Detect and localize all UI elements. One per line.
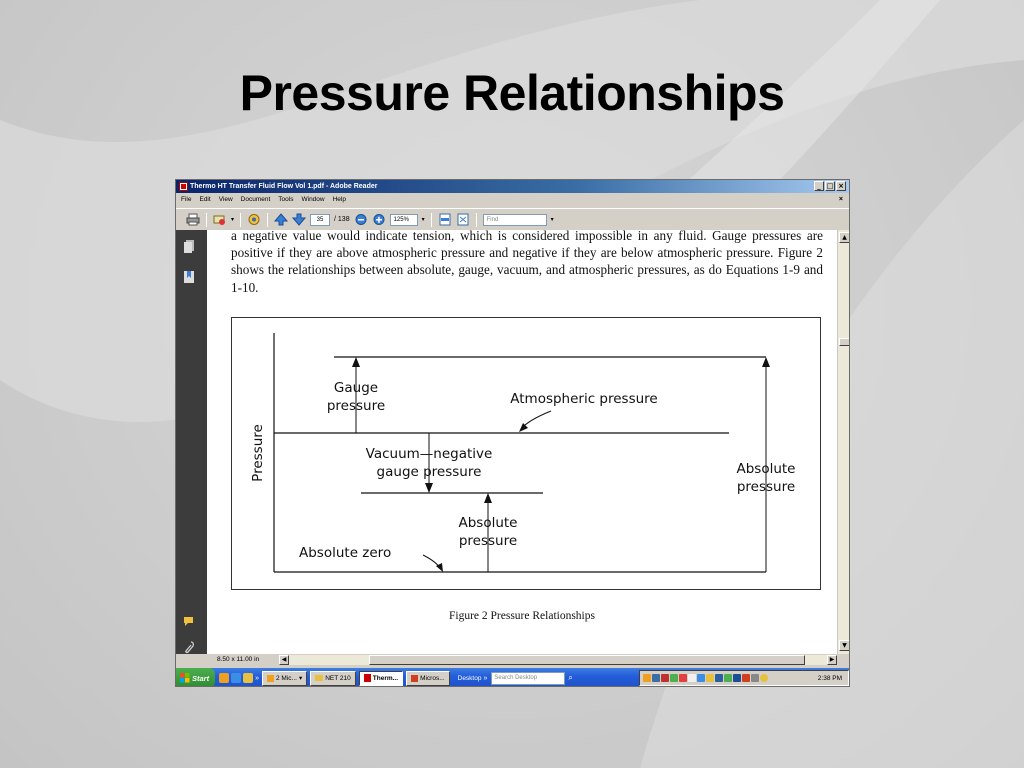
adobe-reader-window — [175, 179, 850, 687]
outlook-icon[interactable] — [219, 673, 229, 683]
window-titlebar[interactable] — [176, 180, 849, 193]
tray-icon[interactable] — [643, 674, 651, 682]
toolbar-separator — [431, 213, 432, 227]
fit-page-icon[interactable] — [456, 213, 470, 226]
find-input[interactable]: Find — [483, 214, 547, 226]
tray-icon[interactable] — [688, 674, 696, 682]
absolute-mid-label-line1: Absolute — [458, 515, 518, 531]
tray-icon[interactable] — [751, 674, 759, 682]
taskbar — [176, 668, 849, 687]
chevron-down-icon: ▾ — [298, 675, 303, 682]
task-label: Micros... — [420, 674, 445, 682]
pages-icon[interactable] — [184, 240, 195, 254]
menu-edit[interactable]: Edit — [199, 196, 211, 203]
start-label: Start — [192, 673, 210, 683]
quick-launch-chevron[interactable]: » — [255, 674, 259, 682]
gauge-label-line1: Gauge — [333, 380, 379, 396]
adobe-reader-icon — [364, 674, 371, 682]
close-document-icon[interactable]: × — [838, 196, 843, 203]
previous-page-icon[interactable] — [274, 213, 288, 226]
menu-help[interactable]: Help — [332, 196, 346, 203]
task-label: Therm... — [372, 674, 399, 682]
tray-icon[interactable] — [661, 674, 669, 682]
quick-launch — [219, 673, 253, 683]
scroll-up-button[interactable]: ▲ — [839, 232, 850, 243]
atmospheric-label: Atmospheric pressure — [510, 391, 658, 407]
menu-tools[interactable]: Tools — [278, 196, 294, 203]
comments-icon[interactable] — [184, 614, 195, 628]
tray-icon[interactable] — [715, 674, 723, 682]
task-button[interactable] — [310, 671, 356, 686]
bookmarks-icon[interactable] — [184, 270, 195, 284]
windows-logo-icon — [180, 673, 190, 683]
outlook-icon — [267, 675, 274, 682]
scroll-down-button[interactable]: ▼ — [839, 640, 850, 651]
navigation-panel — [176, 230, 207, 654]
toolbar-separator — [267, 213, 268, 227]
task-label: 2 Mic... — [276, 674, 297, 682]
page-number-input[interactable]: 35 — [310, 214, 330, 226]
search-icon[interactable]: ⌕ — [568, 673, 573, 682]
window-title: Thermo HT Transfer Fluid Flow Vol 1.pdf - Adobe Reader — [190, 183, 378, 190]
email-icon[interactable] — [213, 213, 227, 226]
powerpoint-icon — [411, 675, 418, 682]
toolbar-separator — [240, 213, 241, 227]
close-button[interactable]: × — [836, 181, 846, 191]
zoom-in-icon[interactable] — [372, 213, 386, 226]
task-label: NET 210 — [325, 674, 351, 682]
internet-explorer-icon[interactable] — [231, 673, 241, 683]
zoom-out-icon[interactable] — [354, 213, 368, 226]
tray-icon[interactable] — [670, 674, 678, 682]
tray-icon[interactable] — [742, 674, 750, 682]
task-button[interactable] — [406, 671, 450, 686]
page-size: 8.50 x 11.00 in — [217, 656, 260, 663]
fit-width-icon[interactable] — [438, 213, 452, 226]
toolbar-separator — [476, 213, 477, 227]
absolute-zero-label: Absolute zero — [299, 545, 392, 561]
page-total: / 138 — [334, 216, 350, 223]
task-button[interactable] — [262, 671, 307, 686]
search-desktop-input[interactable]: Search Desktop — [491, 672, 565, 685]
pressure-relationships-diagram — [231, 317, 822, 591]
zoom-select[interactable]: 125% — [390, 214, 418, 226]
menu-window[interactable]: Window — [301, 196, 325, 203]
scroll-right-button[interactable]: ▶ — [827, 655, 837, 665]
clock: 2:38 PM — [817, 674, 842, 682]
minimize-button[interactable]: _ — [814, 181, 824, 191]
tray-icon[interactable] — [652, 674, 660, 682]
tray-icon[interactable] — [706, 674, 714, 682]
absolute-right-label-line2: pressure — [736, 479, 796, 495]
horizontal-scrollbar[interactable] — [279, 655, 837, 665]
shield-icon[interactable] — [760, 674, 768, 682]
document-view[interactable] — [207, 230, 837, 654]
toolbar-separator — [206, 213, 207, 227]
slide-title: Pressure Relationships — [239, 65, 785, 121]
scroll-thumb[interactable] — [839, 338, 850, 346]
task-button-active[interactable] — [359, 671, 403, 686]
figure-caption: Figure 2 Pressure Relationships — [449, 610, 595, 622]
axis-label: Pressure — [250, 424, 266, 482]
maximize-button[interactable]: □ — [826, 182, 834, 190]
chevron-down-icon[interactable]: ▾ — [550, 216, 554, 223]
menu-file[interactable]: File — [181, 196, 192, 203]
tray-icon[interactable] — [733, 674, 741, 682]
horizontal-scroll-thumb[interactable] — [369, 655, 805, 665]
menu-document[interactable]: Document — [240, 196, 271, 203]
start-button[interactable] — [176, 668, 215, 687]
system-tray — [639, 670, 849, 686]
folder-icon — [315, 675, 323, 681]
vacuum-label-line2: gauge pressure — [376, 464, 482, 480]
document-paragraph: a negative value would indicate tension, which is considered impossible in any fluid. Gauge pressures are positive if they are above atmospheric pressure and negative if they are below atmospheric pressure. Figure 2 shows the relationships between absolute, gauge, vacuum, and atmospheric pressures, as do Equations 1-9 and 1-10. — [231, 230, 823, 295]
vertical-scrollbar[interactable] — [837, 230, 850, 654]
vacuum-label-line1: Vacuum—negative — [365, 446, 493, 462]
toolbar — [176, 208, 849, 230]
chevron-down-icon[interactable]: ▾ — [421, 216, 425, 223]
status-bar — [207, 654, 850, 666]
help-icon[interactable] — [243, 673, 253, 683]
print-icon[interactable] — [186, 213, 200, 226]
collaborate-icon[interactable] — [247, 213, 261, 226]
desktop-toolbar-chevron[interactable]: » — [483, 674, 488, 682]
desktop-toolbar-label[interactable]: Desktop — [457, 674, 482, 682]
gauge-label-line2: pressure — [326, 398, 386, 414]
adobe-reader-icon — [179, 182, 188, 191]
absolute-mid-label-line2: pressure — [458, 533, 518, 549]
chevron-down-icon[interactable]: ▾ — [231, 216, 235, 223]
scroll-left-button[interactable]: ◀ — [279, 655, 289, 665]
next-page-icon[interactable] — [292, 213, 306, 226]
menu-bar — [176, 194, 849, 206]
attachments-icon[interactable] — [184, 640, 195, 654]
tray-icon[interactable] — [679, 674, 687, 682]
menu-view[interactable]: View — [218, 196, 233, 203]
absolute-right-label-line1: Absolute — [736, 461, 796, 477]
tray-icon[interactable] — [724, 674, 732, 682]
tray-icon[interactable] — [697, 674, 705, 682]
